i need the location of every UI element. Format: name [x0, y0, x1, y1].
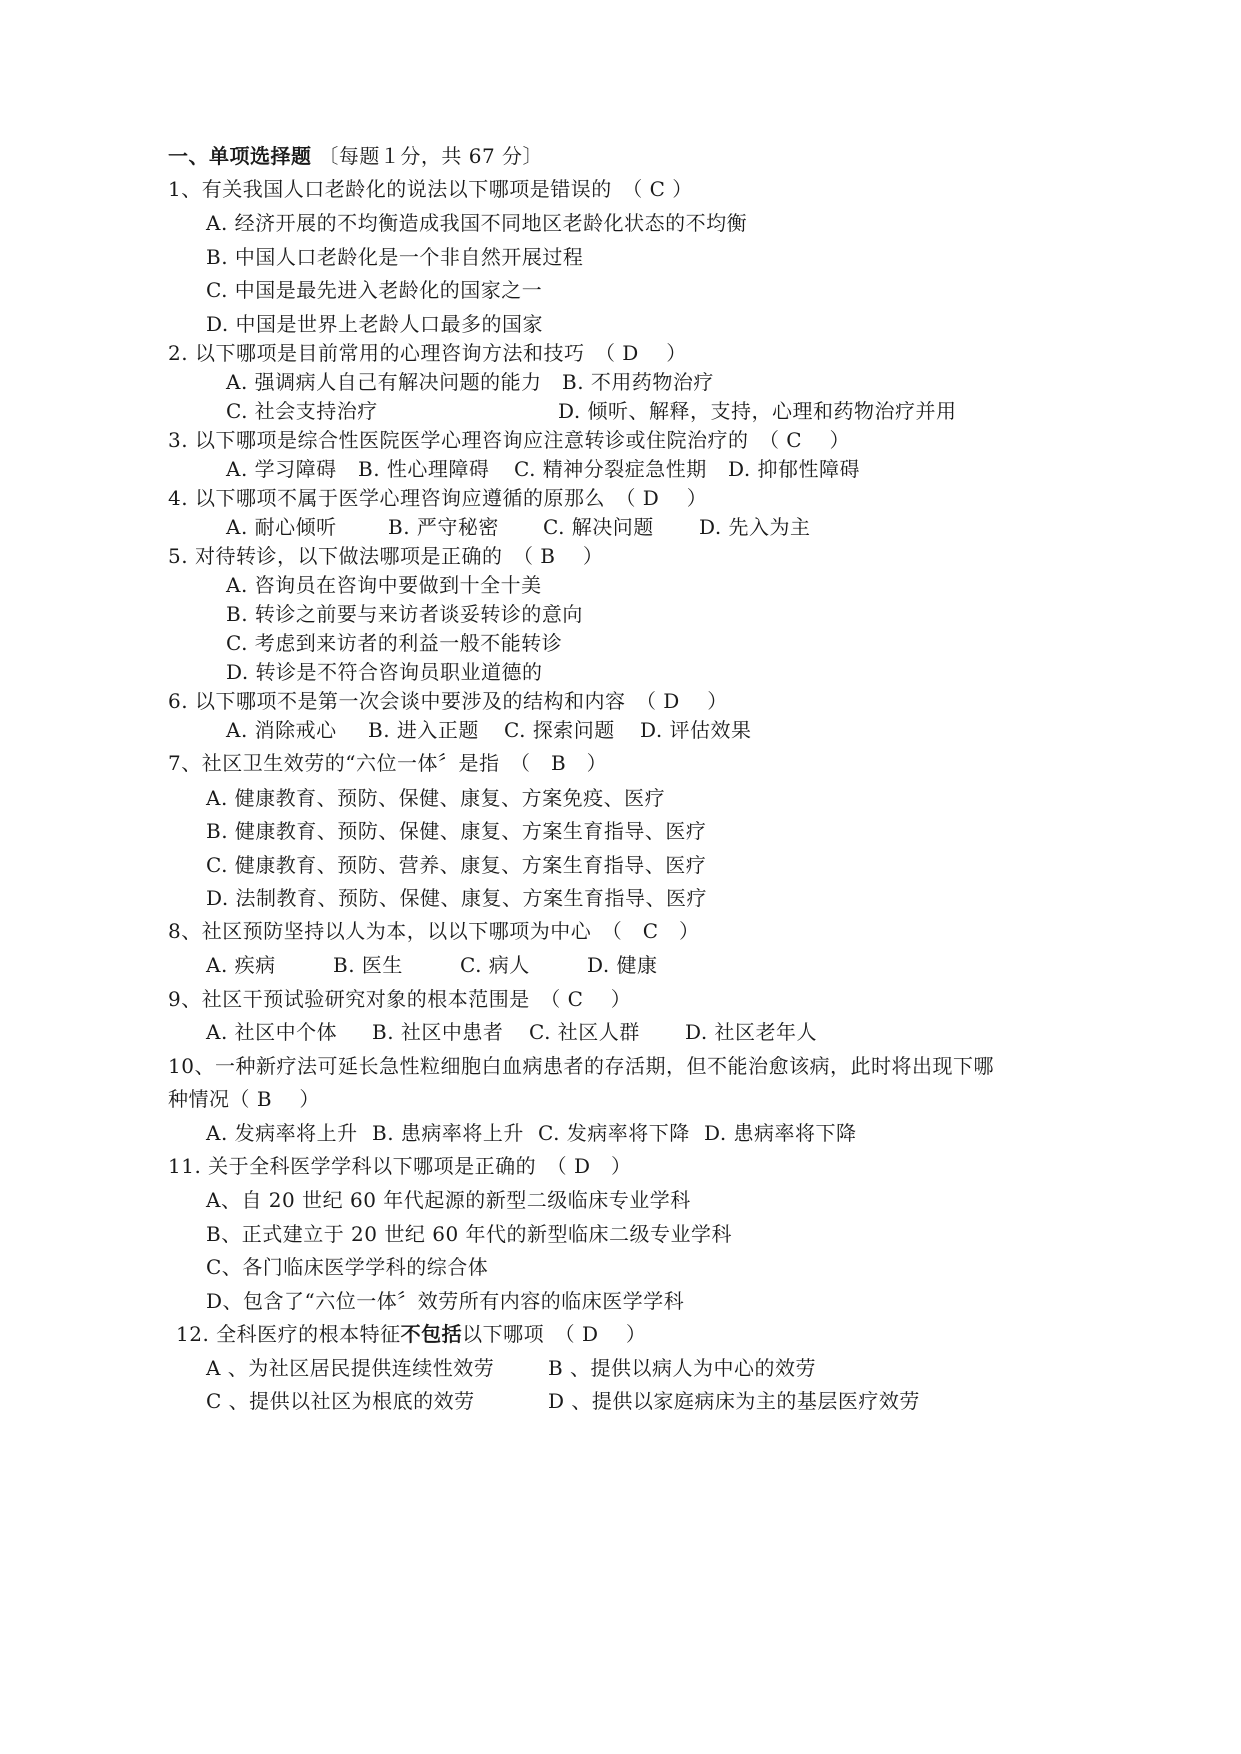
question-5-option-d: D. 转诊是不符合咨询员职业道德的: [226, 660, 543, 684]
question-1-stem: 1、有关我国人口老龄化的说法以下哪项是错误的 （ C ）: [168, 177, 693, 201]
question-3-option-d: D. 抑郁性障碍: [728, 457, 861, 481]
question-5-option-a: A. 咨询员在咨询中要做到十全十美: [226, 573, 542, 597]
question-11-option-c: C、各门临床医学学科的综合体: [206, 1255, 489, 1279]
question-7-option-c: C. 健康教育、预防、营养、康复、方案生育指导、医疗: [206, 853, 707, 877]
question-12-stem: [176, 1321, 646, 1347]
question-3-option-b: B. 性心理障碍: [358, 457, 490, 481]
question-7-option-a: A. 健康教育、预防、保健、康复、方案免疫、医疗: [206, 786, 666, 810]
section-note: 〔每题１分，共 67 分〕: [318, 144, 544, 168]
question-6-stem: 6. 以下哪项不是第一次会谈中要涉及的结构和内容 （ D ）: [168, 689, 728, 713]
question-10-stem-line-1: 10、一种新疗法可延长急性粒细胞白血病患者的存活期，但不能治愈该病，此时将出现下哪: [168, 1054, 994, 1078]
question-10-option-c: C. 发病率将下降: [538, 1121, 690, 1145]
question-10-option-d: D. 患病率将下降: [704, 1121, 857, 1145]
question-12-stem-pre: 12. 全科医疗的根本特征: [176, 1322, 401, 1346]
question-11-option-d: D、包含了“六位一体〞效劳所有内容的临床医学学科: [206, 1289, 685, 1313]
question-11-option-b: B、正式建立于 20 世纪 60 年代的新型临床二级专业学科: [206, 1222, 733, 1246]
question-8-option-c: C. 病人: [460, 953, 530, 977]
question-1-option-b: B. 中国人口老龄化是一个非自然开展过程: [206, 245, 584, 269]
question-10-option-b: B. 患病率将上升: [372, 1121, 524, 1145]
question-7-option-d: D. 法制教育、预防、保健、康复、方案生育指导、医疗: [206, 886, 708, 910]
question-4-stem: 4. 以下哪项不属于医学心理咨询应遵循的原那么 （ D ）: [168, 486, 708, 510]
question-4-option-a: A. 耐心倾听: [226, 515, 337, 539]
question-4-option-b: B. 严守秘密: [388, 515, 499, 539]
question-8-option-d: D. 健康: [587, 953, 658, 977]
question-5-stem: 5. 对待转诊，以下做法哪项是正确的 （ B ）: [168, 544, 604, 568]
question-3-option-a: A. 学习障碍: [226, 457, 337, 481]
question-5-option-b: B. 转诊之前要与来访者谈妥转诊的意向: [226, 602, 583, 626]
question-12-option-a: A 、为社区居民提供连续性效劳: [206, 1356, 495, 1380]
section-heading: [168, 143, 543, 169]
question-2-option-c: C. 社会支持治疗: [226, 399, 378, 423]
question-2-option-a: A. 强调病人自己有解决问题的能力: [226, 370, 542, 394]
question-8-option-b: B. 医生: [333, 953, 403, 977]
question-1-option-a: A. 经济开展的不均衡造成我国不同地区老龄化状态的不均衡: [206, 211, 748, 235]
question-9-option-c: C. 社区人群: [529, 1020, 640, 1044]
question-2-stem: 2. 以下哪项是目前常用的心理咨询方法和技巧 （ D ）: [168, 341, 687, 365]
question-12-option-c: C 、提供以社区为根底的效劳: [206, 1389, 475, 1413]
question-6-option-a: A. 消除戒心: [226, 718, 337, 742]
question-10-stem-line-2: 种情况（ B ）: [168, 1087, 320, 1111]
question-11-option-a: A、自 20 世纪 60 年代起源的新型二级临床专业学科: [206, 1188, 691, 1212]
question-1-option-d: D. 中国是世界上老龄人口最多的国家: [206, 312, 544, 336]
section-title: 一、单项选择题: [168, 144, 312, 168]
question-8-stem: 8、社区预防坚持以人为本，以以下哪项为中心 （ C ）: [168, 919, 700, 943]
question-4-option-c: C. 解决问题: [543, 515, 654, 539]
question-3-option-c: C. 精神分裂症急性期: [514, 457, 707, 481]
question-11-stem: 11. 关于全科医学学科以下哪项是正确的 （ D ）: [168, 1154, 632, 1178]
question-9-option-d: D. 社区老年人: [685, 1020, 818, 1044]
question-7-option-b: B. 健康教育、预防、保健、康复、方案生育指导、医疗: [206, 819, 707, 843]
question-9-option-a: A. 社区中个体: [206, 1020, 338, 1044]
question-2-option-d: D. 倾听、解释，支持，心理和药物治疗并用: [558, 399, 957, 423]
question-6-option-d: D. 评估效果: [640, 718, 752, 742]
question-12-stem-bold: 不包括: [400, 1322, 463, 1346]
question-9-stem: 9、社区干预试验研究对象的根本范围是 （ C ）: [168, 987, 632, 1011]
question-6-option-b: B. 进入正题: [368, 718, 479, 742]
question-12-stem-post: 以下哪项 （ D ）: [462, 1322, 647, 1346]
question-3-stem: 3. 以下哪项是综合性医院医学心理咨询应注意转诊或住院治疗的 （ C ）: [168, 428, 850, 452]
question-10-option-a: A. 发病率将上升: [206, 1121, 358, 1145]
question-12-option-d: D 、提供以家庭病床为主的基层医疗效劳: [548, 1389, 920, 1413]
question-7-stem: 7、社区卫生效劳的“六位一体〞是指 （ B ）: [168, 751, 608, 775]
question-12-option-b: B 、提供以病人为中心的效劳: [548, 1356, 817, 1380]
question-1-option-c: C. 中国是最先进入老龄化的国家之一: [206, 278, 543, 302]
question-5-option-c: C. 考虑到来访者的利益一般不能转诊: [226, 631, 563, 655]
question-9-option-b: B. 社区中患者: [372, 1020, 504, 1044]
question-2-option-b: B. 不用药物治疗: [562, 370, 714, 394]
question-6-option-c: C. 探索问题: [504, 718, 615, 742]
question-4-option-d: D. 先入为主: [699, 515, 811, 539]
question-8-option-a: A. 疾病: [206, 953, 276, 977]
